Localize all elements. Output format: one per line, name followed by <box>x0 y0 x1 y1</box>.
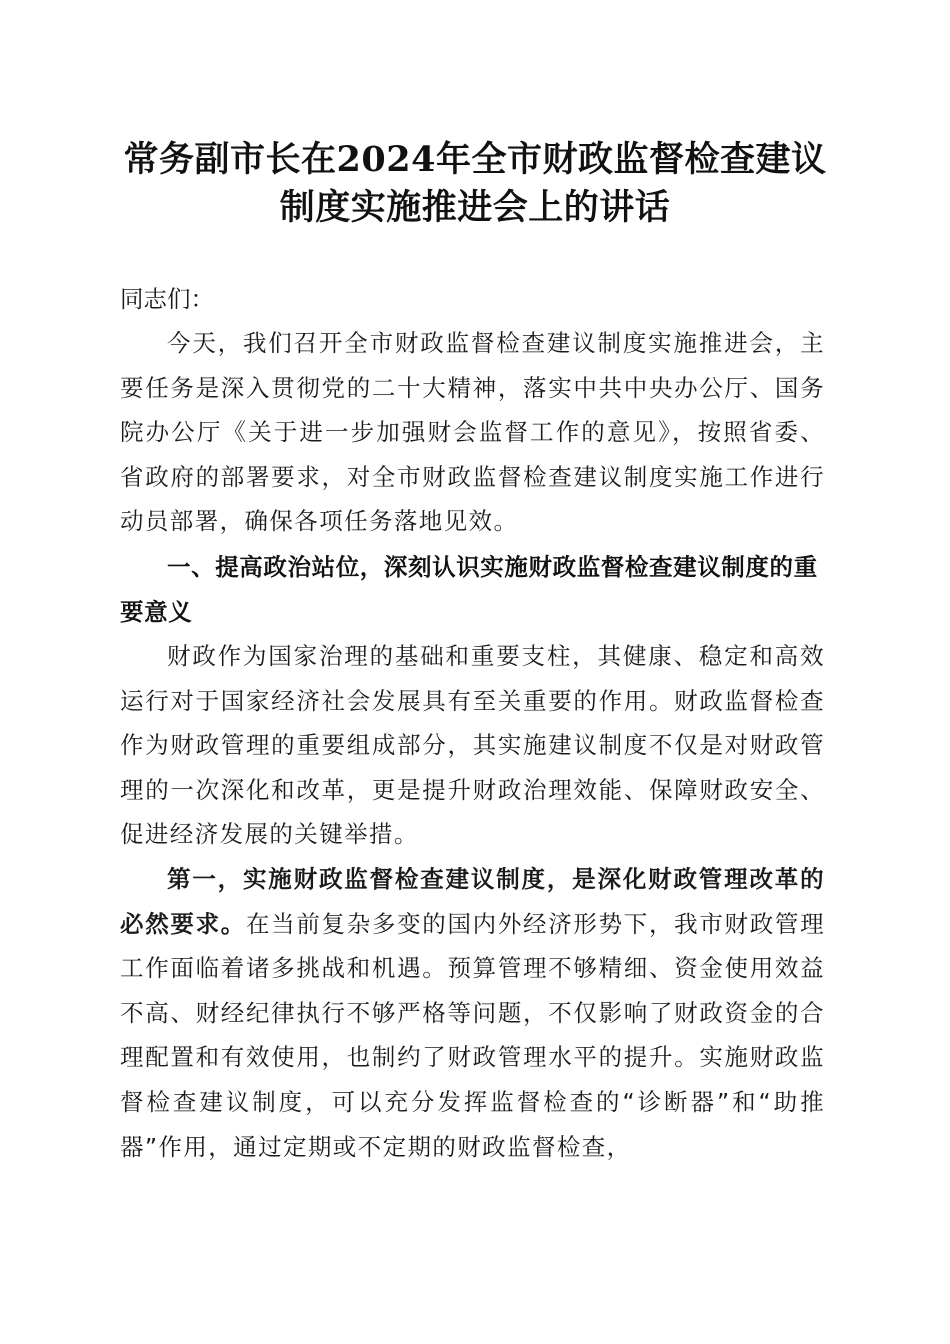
paragraph-intro: 今天，我们召开全市财政监督检查建议制度实施推进会，主要任务是深入贯彻党的二十大精神，落实中共中央办公厅、国务院办公厅《关于进一步加强财会监督工作的意见》，按照省委、省政府的部署要求，对全市财政监督检查建议制度实施工作进行动员部署，确保各项任务落地见效。 <box>120 329 825 536</box>
title-line-2: 制度实施推进会上的讲话 <box>279 187 671 228</box>
paragraph-first-point <box>120 857 825 1169</box>
section-heading-1: 一、提高政治站位，深刻认识实施财政监督检查建议制度的重要意义 <box>120 553 818 626</box>
document-title <box>100 136 850 232</box>
paragraph-lead-sentence: 第一，实施财政监督检查建议制度，是深化财政管理改革的必然要求。 <box>120 865 825 938</box>
paragraph-significance: 财政作为国家治理的基础和重要支柱，其健康、稳定和高效运行对于国家经济社会发展具有至关重要的作用。财政监督检查作为财政管理的重要组成部分，其实施建议制度不仅是对财政管理的一次深化和改革，更是提升财政治理效能、保障财政安全、促进经济发展的关键举措。 <box>120 642 825 849</box>
paragraph-continuation: 在当前复杂多变的国内外经济形势下，我市财政管理工作面临着诸多挑战和机遇。预算管理不够精细、资金使用效益不高、财经纪律执行不够严格等问题，不仅影响了财政资金的合理配置和有效使用，也制约了财政管理水平的提升。实施财政监督检查建议制度，可以充分发挥监督检查的“诊断器”和“助推器”作用，通过定期或不定期的财政监督检查， <box>120 909 826 1161</box>
title-line-1: 常务副市长在2024年全市财政监督检查建议 <box>123 139 827 180</box>
salutation: 同志们： <box>120 285 214 313</box>
